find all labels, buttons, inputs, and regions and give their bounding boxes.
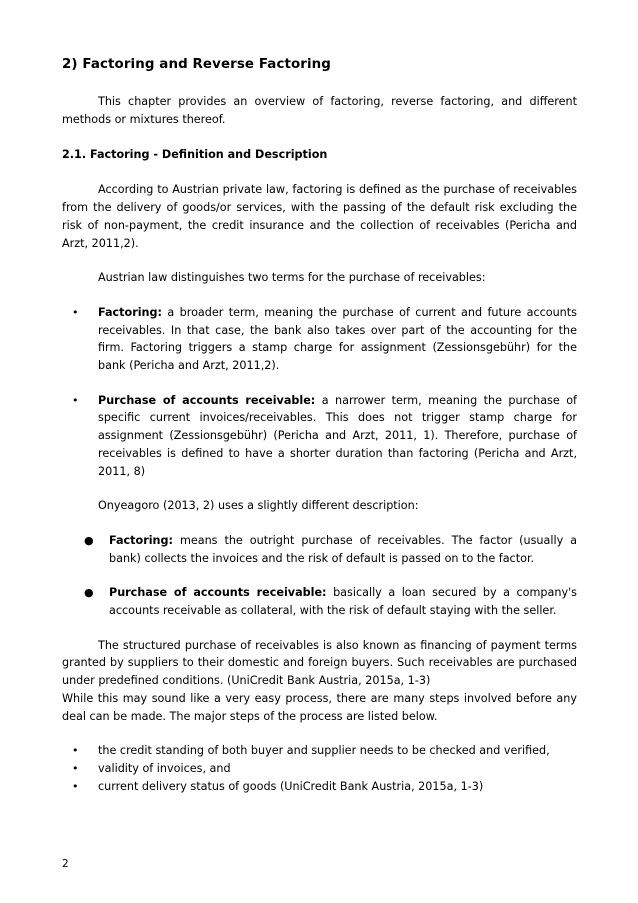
term-label: Purchase of accounts receivable: (109, 586, 327, 600)
step-text: validity of invoices, and (98, 761, 231, 775)
distinction-paragraph: Austrian law distinguishes two terms for the purchase of receivables: (98, 271, 486, 285)
bullet-icon: • (72, 779, 79, 793)
definition-paragraph: According to Austrian private law, factoring is defined as the purchase of receivables from the delivery of goods/or services, with the passing of the default risk excluding the risk of non-payment, the credit insurance and the collection of receivables (Pericha and Arzt, 2011,2). (62, 183, 577, 250)
term-description: a broader term, meaning the purchase of current and future accounts receivables. In that case, the bank also takes over part of the accounting for the firm. Factoring triggers a stamp charge for assignment (Zessionsgebühr) for the bank (Pericha and Arzt, 2011,2). (98, 305, 577, 373)
bullet-icon: • (72, 305, 79, 319)
list-item (62, 778, 577, 796)
list-item (62, 584, 577, 619)
list-item (62, 742, 577, 760)
bullet-icon: • (72, 393, 79, 407)
term-description: a narrower term, meaning the purchase of specific current invoices/receivables. This does not trigger stamp charge for assignment (Zessionsgebühr) (Pericha and Arzt, 2011, 1). Therefore, purchase of receivables is defined to have a shorter duration than factoring (Pericha and Arzt, 2011, 8) (98, 393, 577, 478)
bullet-icon: ● (84, 533, 94, 547)
page-number: 2 (62, 858, 69, 870)
step-text: the credit standing of both buyer and supplier needs to be checked and verified, (98, 744, 550, 758)
intro-paragraph: This chapter provides an overview of factoring, reverse factoring, and different methods or mixtures thereof. (62, 95, 577, 126)
list-item (62, 532, 577, 567)
structured-purchase-paragraph: The structured purchase of receivables is also known as financing of payment terms granted by suppliers to their domestic and foreign buyers. Such receivables are purchased under predefined conditions. (UniCredit Bank Austria, 2015a, 1-3) (62, 638, 577, 688)
subsection-heading: 2.1. Factoring - Definition and Description (62, 148, 328, 162)
term-description: means the outright purchase of receivables. The factor (usually a bank) collects the invoices and the risk of default is passed on to the factor. (109, 533, 577, 565)
term-label: Factoring: (98, 305, 162, 319)
step-text: current delivery status of goods (UniCredit Bank Austria, 2015a, 1-3) (98, 779, 484, 793)
list-item (62, 392, 577, 481)
list-item (62, 760, 577, 778)
process-steps-list (62, 742, 577, 795)
term-label: Purchase of accounts receivable: (98, 393, 316, 407)
term-label: Factoring: (109, 533, 173, 547)
bullet-icon: ● (84, 586, 94, 600)
list-item (62, 304, 577, 375)
austrian-terms-list (62, 304, 577, 480)
bullet-icon: • (72, 761, 79, 775)
section-heading: 2) Factoring and Reverse Factoring (62, 57, 331, 72)
bullet-icon: • (72, 744, 79, 758)
onyeagoro-paragraph: Onyeagoro (2013, 2) uses a slightly different description: (98, 499, 419, 513)
term-description: basically a loan secured by a company's accounts receivable as collateral, with the risk of default staying with the seller. (109, 586, 577, 618)
document-page (62, 56, 577, 795)
process-paragraph: While this may sound like a very easy process, there are many steps involved before any deal can be made. The major steps of the process are listed below. (62, 691, 577, 723)
onyeagoro-terms-list (62, 532, 577, 620)
